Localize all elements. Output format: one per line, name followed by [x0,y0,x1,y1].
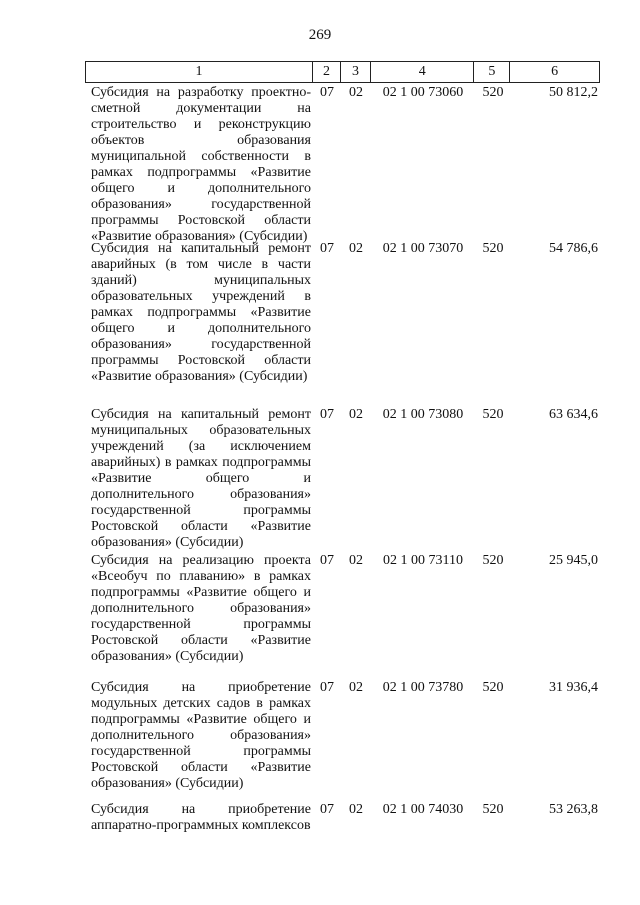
row-pr: 02 [349,85,363,100]
table-header [85,61,600,83]
row-csr: 02 1 00 73110 [383,553,463,568]
row-vr: 520 [482,680,504,695]
row-pr: 02 [349,553,363,568]
row-description: Субсидия на разработку проектно-сметной документации на строительство и реконструкцию объектов образования муниципальной собственности в рамках подпрограммы «Развитие общего и дополнительного образования» государственной программы Ростовской области «Развитие образования» (Субсидии) [91,85,311,244]
row-csr: 02 1 00 74030 [382,802,464,817]
table-row [85,553,600,680]
row-vr: 520 [482,85,504,100]
row-description: Субсидия на приобретение аппаратно-программных комплексов [91,802,311,833]
row-sum: 63 634,6 [549,407,598,422]
row-csr: 02 1 00 73780 [382,680,464,695]
row-csr: 02 1 00 73060 [382,85,464,100]
table-body [85,85,600,842]
row-description: Субсидия на капитальный ремонт аварийных (в том числе в части зданий) муниципальных образовательных учреждений в рамках подпрограммы «Развитие общего и дополнительного образования» государственной программы Ростовской области «Развитие образования» (Субсидии) [91,241,311,384]
header-col-2: 2 [313,62,341,82]
page-number: 269 [308,27,332,43]
row-vr: 520 [482,241,504,256]
row-vr: 520 [482,553,504,568]
row-description: Субсидия на капитальный ремонт муниципальных образовательных учреждений (за исключением аварийных) в рамках подпрограммы «Развитие общего и дополнительного образования» государственной программы Ростовской области «Развитие образования» (Субсидии) [91,407,311,550]
header-col-5: 5 [474,62,510,82]
row-sum: 25 945,0 [549,553,598,568]
table-row [85,680,600,802]
row-vr: 520 [482,407,504,422]
table-row [85,85,600,244]
header-col-1: 1 [86,62,313,82]
row-pr: 02 [349,802,363,817]
row-rz: 07 [320,85,334,100]
header-col-3: 3 [341,62,371,82]
table-row [85,241,600,407]
row-pr: 02 [349,241,363,256]
row-csr: 02 1 00 73080 [382,407,464,422]
row-sum: 53 263,8 [549,802,598,817]
row-description: Субсидия на реализацию проекта «Всеобуч по плаванию» в рамках подпрограммы «Развитие общего и дополнительного образования» государственной программы Ростовской области «Развитие образования» (Субсидии) [91,553,311,664]
row-rz: 07 [320,407,334,422]
row-pr: 02 [349,407,363,422]
header-col-4: 4 [371,62,475,82]
row-sum: 54 786,6 [549,241,598,256]
row-sum: 50 812,2 [549,85,598,100]
table-row [85,802,600,842]
table-row [85,407,600,553]
row-rz: 07 [320,680,334,695]
row-vr: 520 [482,802,504,817]
row-rz: 07 [320,802,334,817]
header-col-6: 6 [551,64,559,79]
row-rz: 07 [320,553,334,568]
row-rz: 07 [320,241,334,256]
row-csr: 02 1 00 73070 [382,241,464,256]
row-description: Субсидия на приобретение модульных детских садов в рамках подпрограммы «Развитие общего и дополнительного образования» государственной программы Ростовской области «Развитие образования» (Субсидии) [91,680,311,791]
row-sum: 31 936,4 [549,680,598,695]
row-pr: 02 [349,680,363,695]
